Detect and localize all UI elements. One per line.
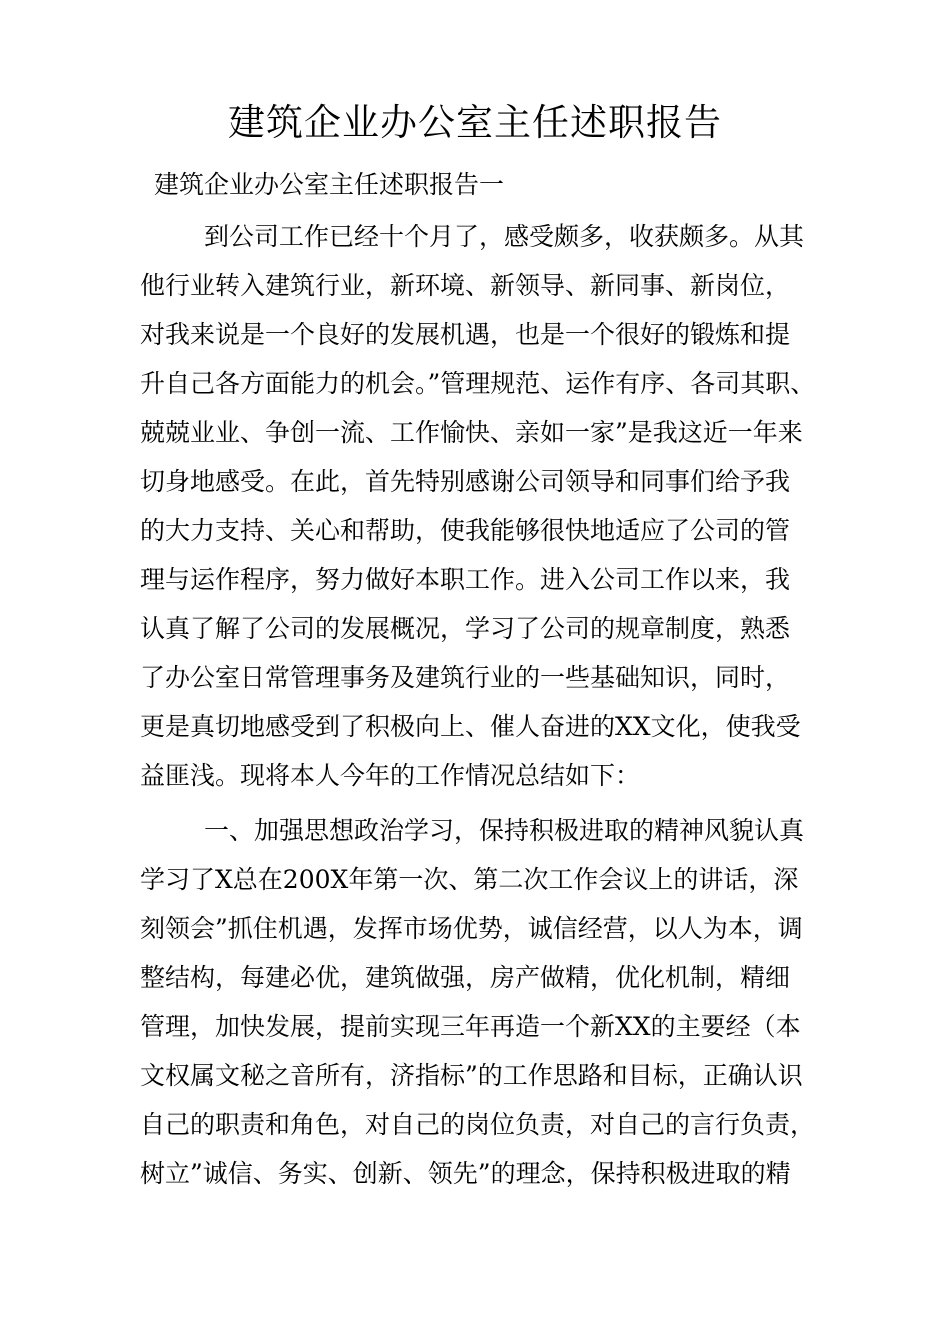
paragraph-line: 学习了X总在200X年第一次、第二次工作会议上的讲话，深 — [140, 865, 799, 894]
paragraph-line: 到公司工作已经十个月了，感受颇多，收获颇多。从其 — [204, 222, 805, 251]
paragraph-line: 整结构，每建必优，建筑做强，房产做精，优化机制，精细 — [140, 963, 791, 992]
paragraph-line: 他行业转入建筑行业，新环境、新领导、新同事、新岗位， — [140, 271, 791, 300]
paragraph-line: 兢兢业业、争创一流、工作愉快、亲如一家”是我这近一年来 — [140, 418, 803, 447]
paragraph-line: 文权属文秘之音所有，济指标”的工作思路和目标，正确认识 — [140, 1061, 803, 1090]
paragraph-line: 管理，加快发展，提前实现三年再造一个新XX的主要经（本 — [140, 1012, 801, 1041]
paragraph-line: 更是真切地感受到了积极向上、催人奋进的XX文化，使我受 — [140, 712, 801, 741]
paragraph-line: 了办公室日常管理事务及建筑行业的一些基础知识，同时， — [140, 663, 791, 692]
paragraph-line: 切身地感受。在此，首先特别感谢公司领导和同事们给予我 — [140, 467, 791, 496]
paragraph-line: 刻领会”抓住机遇，发挥市场优势，诚信经营，以人为本，调 — [140, 914, 803, 943]
paragraph-line: 益匪浅。现将本人今年的工作情况总结如下： — [140, 761, 641, 790]
paragraph-line: 升自己各方面能力的机会。”管理规范、运作有序、各司其职、 — [140, 369, 816, 398]
document-title: 建筑企业办公室主任述职报告 — [228, 101, 722, 144]
paragraph-line: 认真了解了公司的发展概况，学习了公司的规章制度，熟悉 — [140, 614, 791, 643]
paragraph-line: 理与运作程序，努力做好本职工作。进入公司工作以来，我 — [140, 565, 791, 594]
paragraph-line: 树立”诚信、务实、创新、领先”的理念，保持积极进取的精 — [140, 1159, 791, 1188]
paragraph-line: 一、加强思想政治学习，保持积极进取的精神风貌认真 — [204, 816, 805, 845]
document-subtitle: 建筑企业办公室主任述职报告一 — [154, 170, 505, 199]
paragraph-line: 对我来说是一个良好的发展机遇，也是一个很好的锻炼和提 — [140, 320, 791, 349]
paragraph-line: 的大力支持、关心和帮助，使我能够很快地适应了公司的管 — [140, 516, 791, 545]
paragraph-line: 自己的职责和角色，对自己的岗位负责，对自己的言行负责， — [140, 1110, 816, 1139]
